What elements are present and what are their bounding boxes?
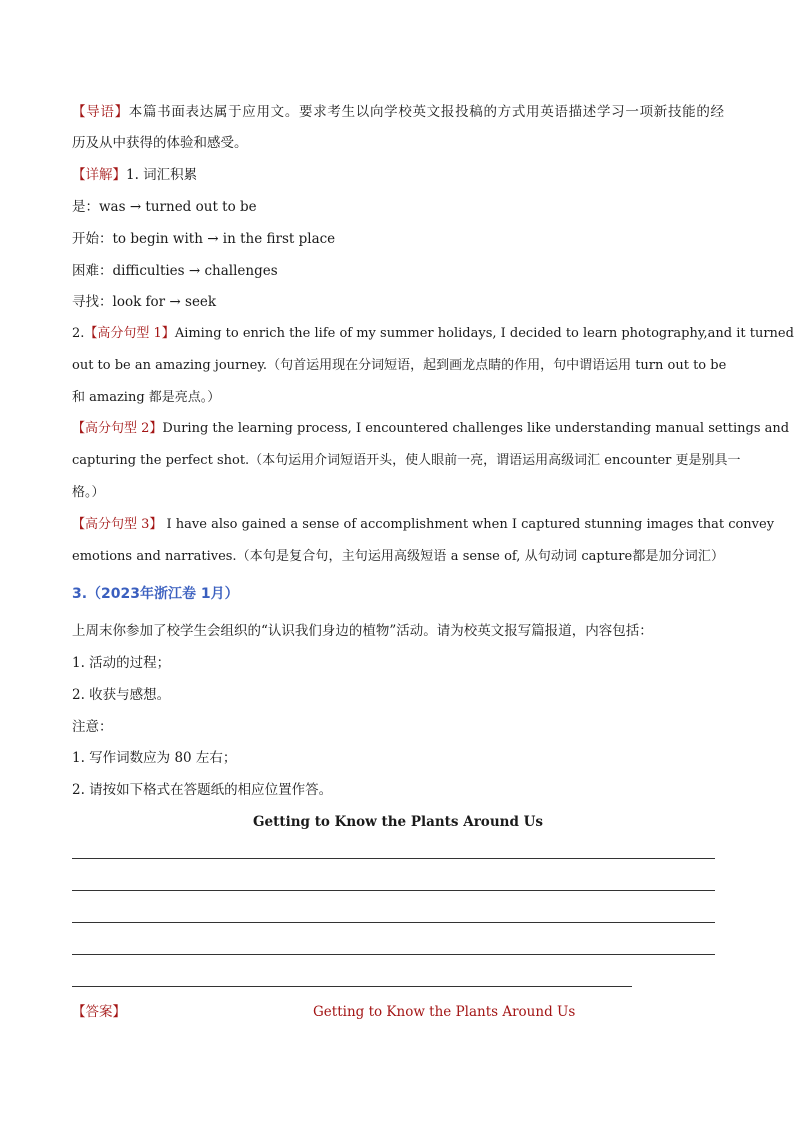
answer-line [72,922,715,923]
sentence-3-line-1: 【高分句型 3】 I have also gained a sense of accomplishment when I captured stunning images that convey [72,517,775,532]
writing-title: Getting to Know the Plants Around Us [253,814,543,830]
question-point: 2. 收获与感想。 [72,687,171,703]
sentence-3-tag: 【高分句型 3】 [72,517,163,532]
intro-line-2: 历及从中获得的体验和感受。 [72,135,248,151]
answer-line [72,986,632,987]
sentence-1-tag: 【高分句型 1】 [84,326,175,341]
vocab-item: 是：was → turned out to be [72,199,257,215]
sentence-1-line-1: 2.【高分句型 1】Aiming to enrich the life of my summer holidays, I decided to learn photography,and it turned [72,326,794,341]
answer-tag-line [72,1003,202,1021]
sentence-1-line-2: out to be an amazing journey.（句首运用现在分词短语，起到画龙点睛的作用，句中谓语运用 turn out to be [72,358,727,373]
vocab-item: 寻找：look for → seek [72,294,217,310]
detail-heading: 【详解】1. 词汇积累 [72,167,198,183]
sentence-2-line-2: capturing the perfect shot.（本句运用介词短语开头，使人眼前一亮，谓语运用高级词汇 encounter 更是别具一 [72,453,741,468]
vocab-item: 开始：to begin with → in the first place [72,231,336,247]
note-item: 2. 请按如下格式在答题纸的相应位置作答。 [72,782,333,798]
vocab-item: 困难：difficulties → challenges [72,263,278,279]
sentence-1-line-3: 和 amazing 都是亮点。） [72,390,221,405]
answer-line [72,890,715,891]
question-number: 3.（2023年浙江卷 1月） [72,586,239,602]
intro-line-1: 【导语】本篇书面表达属于应用文。要求考生以向学校英文报投稿的方式用英语描述学习一项新技能的经 [72,104,725,120]
intro-tag: 【导语】 [72,104,129,120]
question-prompt: 上周末你参加了校学生会组织的“认识我们身边的植物”活动。请为校英文报写篇报道，内容包括： [72,623,653,639]
sentence-2-line-1: 【高分句型 2】During the learning process, I encountered challenges like understanding manual settings and [72,421,790,436]
detail-tag: 【详解】 [72,167,126,183]
answer-title: Getting to Know the Plants Around Us [313,1004,576,1020]
answer-line [72,858,715,859]
answer-tag: 【答案】 [72,1004,126,1020]
question-point: 1. 活动的过程； [72,655,171,671]
answer-line [72,954,715,955]
sentence-2-line-3: 格。） [72,485,105,500]
sentence-2-tag: 【高分句型 2】 [72,421,163,436]
note-label: 注意： [72,719,113,735]
sentence-3-line-2: emotions and narratives.（本句是复合句，主句运用高级短语 a sense of, 从句动词 capture都是加分词汇） [72,549,724,564]
note-item: 1. 写作词数应为 80 左右； [72,750,237,766]
